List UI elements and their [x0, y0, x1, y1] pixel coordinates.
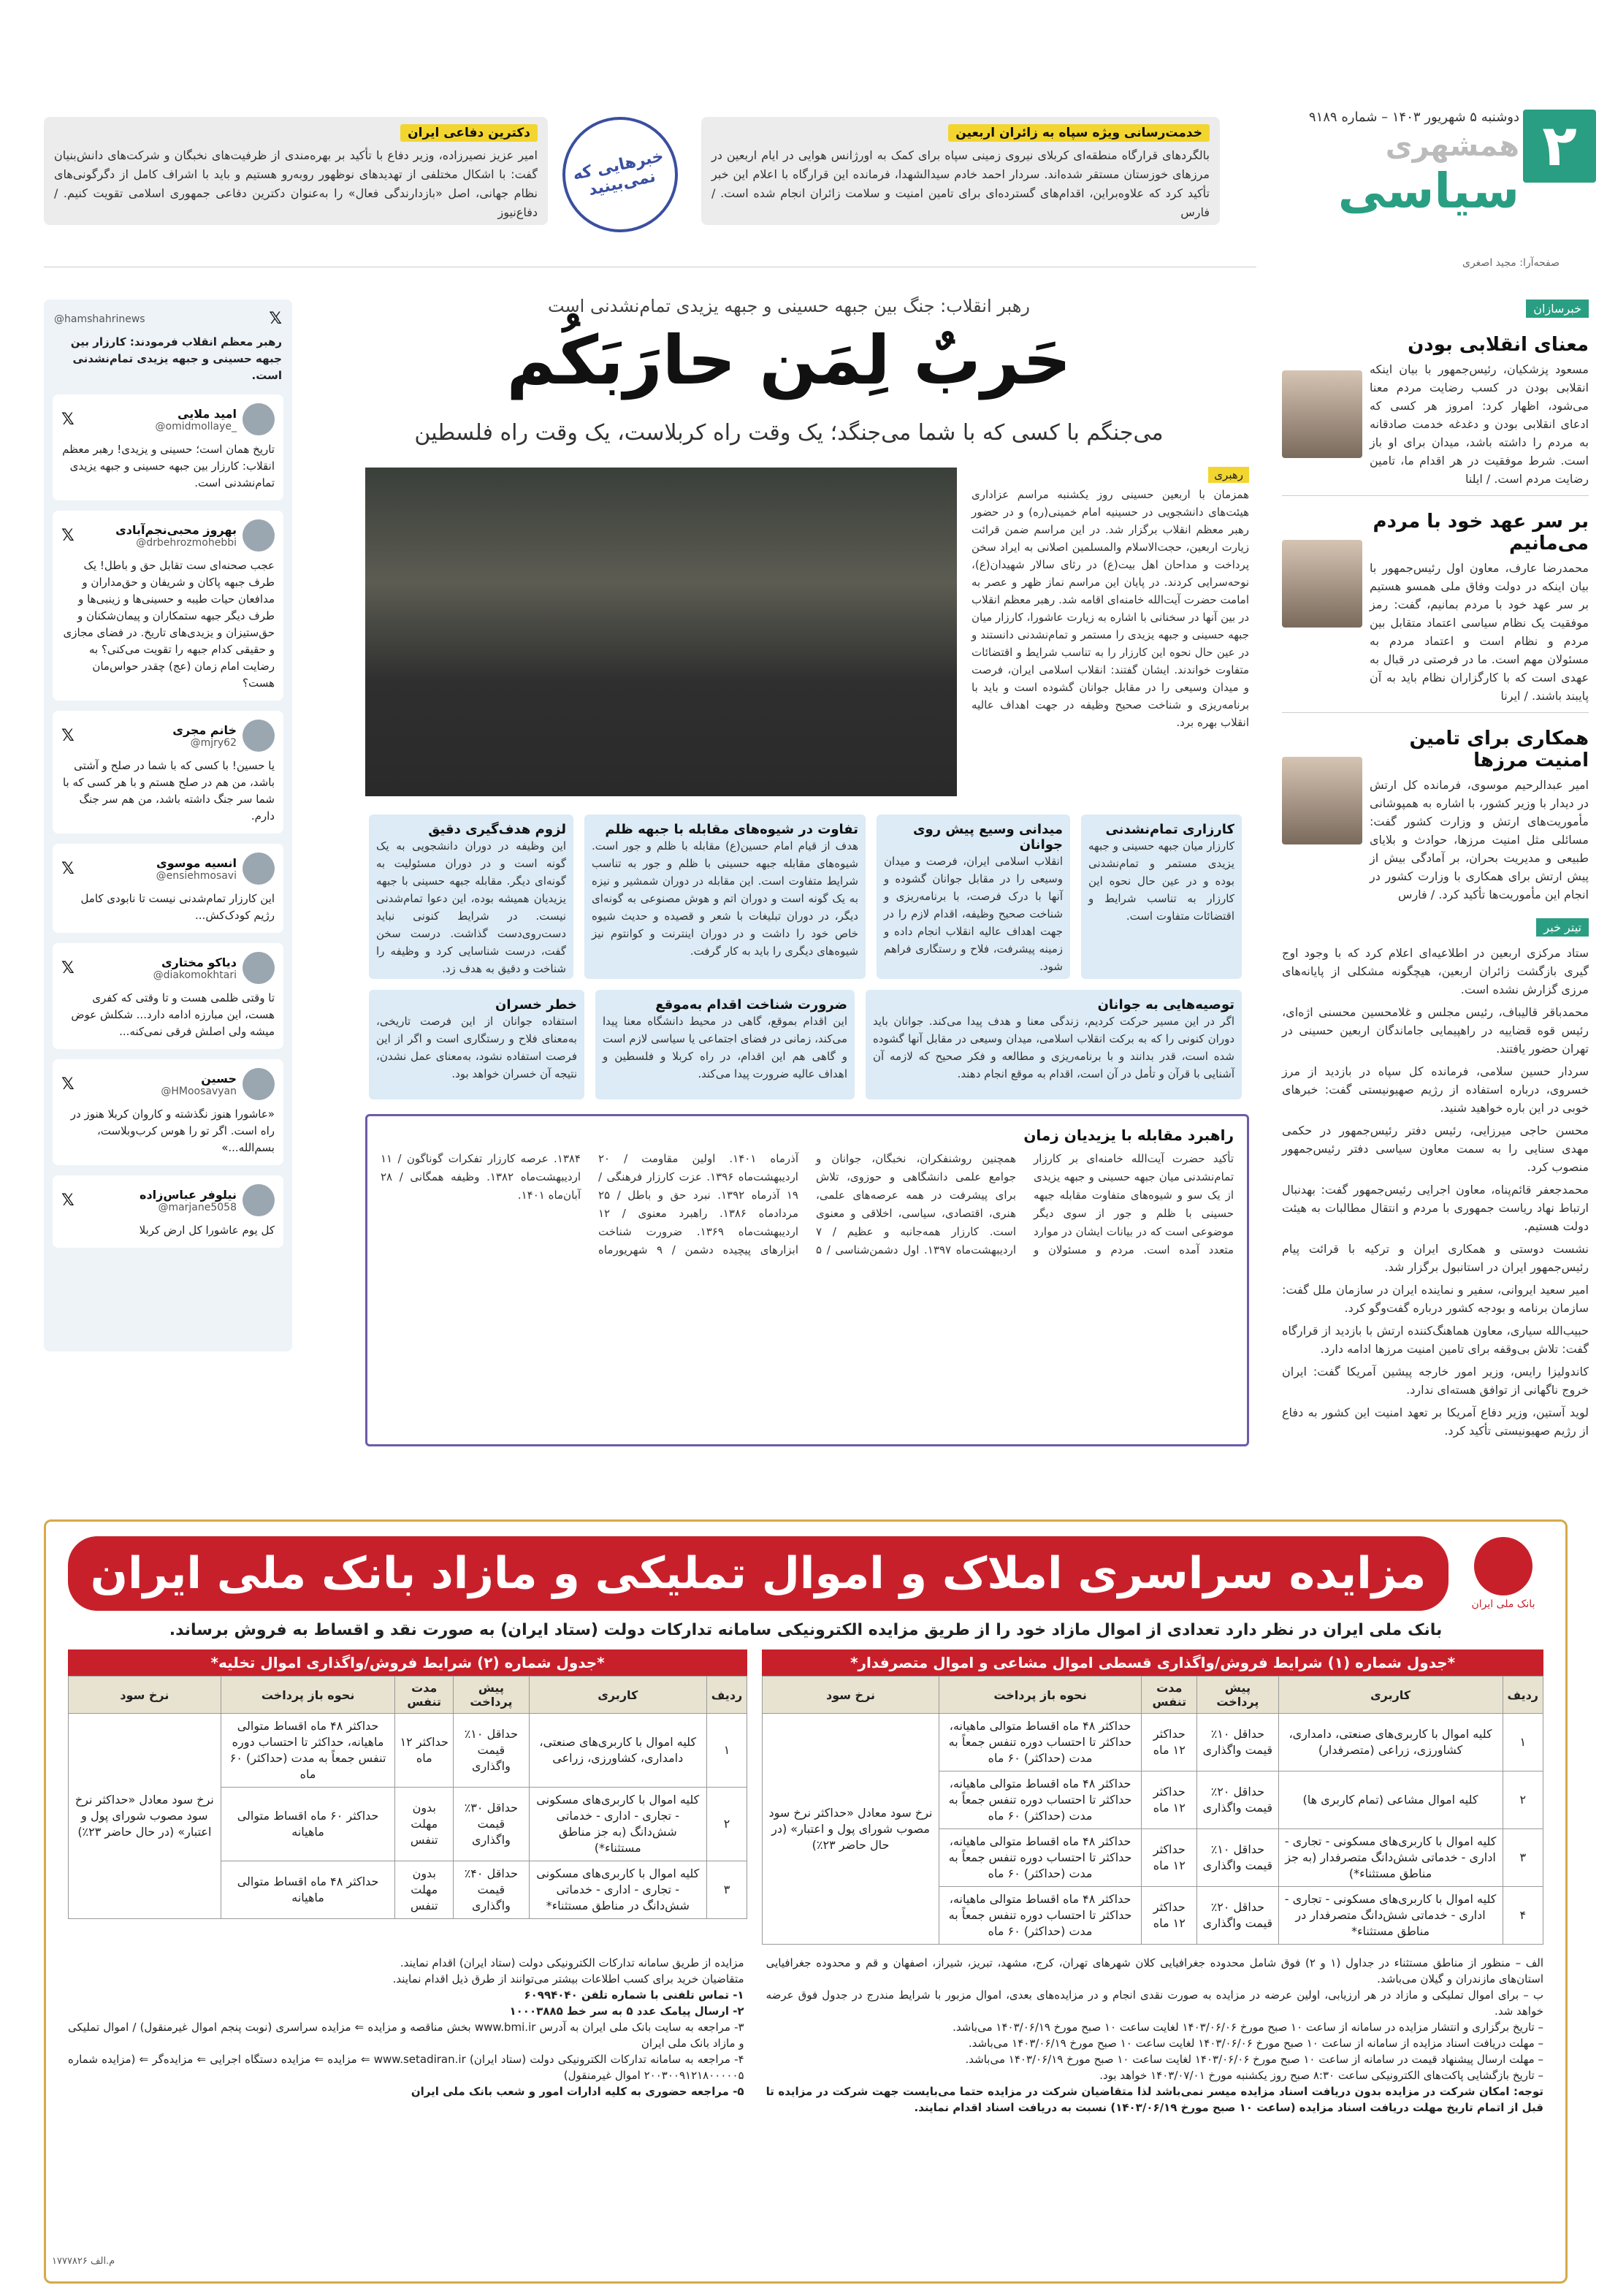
- ad-note: ۵- مراجعه حضوری به کلیه ادارات امور و شعب بانک ملی ایران: [411, 2085, 744, 2098]
- tweet-card[interactable]: [53, 1175, 283, 1248]
- x-logo-icon: 𝕏: [61, 726, 75, 745]
- ad-intro: بانک ملی ایران در نظر دارد تعدادی از اموال مازاد خود را از طریق مزایده الکترونیکی سامانه تدارکات دولت (ستاد ایران) به صورت نقد و اقساط به فروش برساند.: [169, 1621, 1443, 1639]
- article-tag: رهبری: [1208, 467, 1249, 483]
- x-logo-icon: 𝕏: [61, 526, 75, 545]
- quote-box: [877, 815, 1070, 979]
- table-caption: *جدول شماره (۲) شرایط فروش/واگذاری اموال تخلیه*: [68, 1649, 747, 1676]
- table-1: [762, 1649, 1543, 1945]
- brief-item: محمدباقر قالیباف، رئیس مجلس و غلامحسین محسنی اژه‌ای، رئیس قوه قضاییه در راهپیمایی جاماندگان اربعین حسینی در تهران حضور یافتند.: [1282, 1005, 1589, 1056]
- sales-table-1: [762, 1676, 1543, 1945]
- avatar: [243, 853, 275, 885]
- article-subhead: می‌جنگم با کسی که با شما می‌جنگد؛ یک وقت راه کربلاست، یک وقت راه فلسطین: [414, 420, 1164, 446]
- editor-credit: صفحه‌آرا: مجید اصغری: [1462, 257, 1560, 269]
- tweet-handle: @HMoosavyan: [161, 1085, 237, 1097]
- sidebar-item: [1282, 503, 1589, 705]
- tweet-handle: @mjry62: [190, 736, 237, 749]
- tweet-text: این کارزار تمام‌شدنی نیست تا نابودی کامل رژیم کودک‌کش...: [80, 892, 275, 922]
- tweet-header: [44, 300, 292, 384]
- sidebar-label: خبرسازان: [1526, 300, 1589, 318]
- table-row: ۲ کلیه اموال مشاعی (تمام کاربری ها) حداقل ۲۰٪ قیمت واگذاری حداکثر ۱۲ ماه حداکثر ۴۸ ماه اقساط متوالی ماهیانه، حداکثر تا احتساب دوره تنفس جمعاً به مدت (حداکثر) ۶۰ ماه: [763, 1771, 1543, 1829]
- tweet-author: خانم مجری: [172, 722, 237, 737]
- analysis-text: تأکید حضرت آیت‌الله خامنه‌ای بر کارزار تمام‌نشدنی میان جبهه حسینی و جبهه یزیدی از یک سو و شیوه‌های متفاوت مقابله جبهه حسینی با ظلم و جور از سوی دیگر موضوعی است که در بیانات ایشان در موارد متعدد آمده است. مردم و مسئولان و همچنین روشنفکران، نخبگان، جوانان و جوامع علمی دانشگاهی و حوزوی، تلاش برای پیشرفت در همه عرصه‌های علمی، هنری، اقتصادی، سیاسی، اخلاقی و معنوی است. کارزار همه‌جانبه و عظیم / ۷ اردیبهشت‌ماه ۱۳۹۷. اول دشمن‌شناسی / ۵ آذرماه ۱۴۰۱. اولین مقاومت / ۲۰ اردیبهشت‌ماه ۱۳۹۶. عزت کارزار فرهنگی / ۱۹ آذرماه ۱۳۹۲. نبرد حق و باطل / ۲۵ مردادماه ۱۳۸۶. راهبرد معنوی / ۱۲ اردیبهشت‌ماه ۱۳۶۹. ضرورت شناخت ابزارهای پیچیده دشمن / ۹ شهریورماه ۱۳۸۴. عرصه کارزار تفکرات گوناگون / ۱۱ اردیبهشت‌ماه ۱۳۸۲. وظیفه همگانی / ۲۸ آبان‌ماه ۱۴۰۱.: [381, 1152, 1234, 1256]
- ad-note: – مهلت ارسال پیشنهاد قیمت در سامانه از ساعت ۱۰ صبح مورخ ۱۴۰۳/۰۶/۰۶ لغایت ساعت ۱۰ صبح مورخ ۱۴۰۳/۰۶/۱۹ می‌باشد.: [965, 2053, 1543, 2066]
- quote-text: کارزار میان جبهه حسینی و جبهه یزیدی مستمر و تمام‌نشدنی بوده و در عین حال نحوه این کارزار به تناسب شرایط و اقتضائات متفاوت است.: [1088, 839, 1234, 923]
- quote-text: هدف از قیام امام حسین(ع) مقابله با ظلم و جور است. شیوه‌های مقابله جبهه حسینی با ظلم و جور به تناسب شرایط متفاوت است. این مقابله در دوران شمشیر و نیزه به یک گونه است و دوران اتم و هوش مصنوعی به گونه‌ای دیگر، در دوران تبلیغات با شعر و قصیده و حدیث شیوه خاص خود را داشت و در دوران اینترنت و کوانتوم نیز شیوه‌های دیگری را باید به کار گرفت.: [592, 839, 858, 958]
- x-logo-icon: 𝕏: [269, 310, 282, 328]
- table-row: ۱ کلیه اموال با کاربری‌های صنعتی، دامداری، کشاورزی، زراعی (متصرفدار) حداقل ۱۰٪ قیمت واگذاری حداکثر ۱۲ ماه حداکثر ۴۸ ماه اقساط متوالی ماهیانه، حداکثر تا احتساب دوره تنفس جمعاً به مدت (حداکثر) ۶۰ ماه نرخ سود معادل «حداکثر نرخ سود مصوب شورای پول و اعتبار» (در حال حاضر ۲۳٪): [763, 1714, 1543, 1771]
- sidebar-item-title: همکاری برای تامین امنیت مرزها: [1409, 728, 1589, 771]
- quote-box: [866, 990, 1242, 1099]
- account-handle[interactable]: @hamshahrinews: [54, 313, 145, 325]
- divider: [1282, 495, 1589, 496]
- avatar: [243, 1068, 275, 1100]
- quote-text: این اقدام بموقع، گاهی در محیط دانشگاه معنا پیدا می‌کند، زمانی در فضای اجتماعی یا سیاسی لازم است و گاهی هم این اقدام، در راه کربلا و فلسطین و اهداف عالیه ضرورت پیدا می‌کند.: [603, 1015, 847, 1080]
- col-header: نحوه باز پرداخت: [221, 1677, 395, 1714]
- table-row: ۳ کلیه اموال با کاربری‌های مسکونی - تجاری - اداری - خدماتی شش‌دانگ متصرفدار (به جز مناطق مستثناء*) حداقل ۱۰٪ قیمت واگذاری حداکثر ۱۲ ماه حداکثر ۴۸ ماه اقساط متوالی ماهیانه، حداکثر تا احتساب دوره تنفس جمعاً به مدت (حداکثر) ۶۰ ماه: [763, 1829, 1543, 1887]
- sidebar-item-title: بر سر عهد خود با مردم می‌مانیم: [1373, 511, 1589, 554]
- article-lead: [972, 468, 1249, 731]
- bank-logo-text: بانک ملی ایران: [1471, 1598, 1535, 1610]
- stamp-text: خبرهایی که نمی‌بینید: [570, 147, 665, 200]
- quote-text: اگر در این مسیر حرکت کردیم، زندگی معنا و هدف پیدا می‌کند. جوانان باید دوران کنونی را که به برکت انقلاب اسلامی، میدان وسیعی در مقابل آنها گشوده شده است، قدر بدانند و با برنامه‌ریزی و مطالعه و فکر صحیح که لازمه آن آشنایی با قرآن و تأمل در آن است، اقدام به موقع انجام دهند.: [873, 1015, 1234, 1080]
- tweet-handle: @drbehrozmohebbi: [136, 536, 237, 549]
- quote-title: لزوم هدف‌گیری دقیق: [428, 822, 566, 837]
- x-logo-icon: 𝕏: [61, 859, 75, 878]
- masthead: [1286, 110, 1519, 219]
- tweet-card[interactable]: [53, 1059, 283, 1165]
- article-lead-text: همزمان با اربعین حسینی روز یکشنبه مراسم عزاداری هیئت‌های دانشجویی در حسینیه امام خمینی(ره) و در حضور رهبر معظم انقلاب برگزار شد. در این مراسم ضمن قرائت زیارت اربعین، حجت‌الاسلام والمسلمین اصلانی به ایراد سخن پرداخت و مداحان اهل بیت(ع) در رثای سالار شهیدان(ع)، نوحه‌سرایی کردند. در پایان این مراسم نماز ظهر و عصر به امامت حضرت آیت‌الله خامنه‌ای اقامه شد. رهبر معظم انقلاب در بین آنها در سخنانی با اشاره به زیارت عاشورا، کارزار میان جبهه حسینی و جبهه یزیدی را مستمر و تمام‌نشدنی دانستند و در عین حال نحوه این کارزار را به تناسب شرایط و اقتضائات متفاوت خواندند. ایشان گفتند: انقلاب اسلامی ایران، فرصت و میدان وسیعی را در مقابل جوانان گشوده است و باید با برنامه‌ریزی و شناخت صحیح وظیفه در جهت اهداف عالیه انقلاب بهره برد.: [972, 488, 1249, 729]
- tweet-card[interactable]: [53, 711, 283, 834]
- tweet-card[interactable]: [53, 943, 283, 1049]
- ad-note: ۱- تماس تلفنی با شماره تلفن ۶۰۹۹۴۰۴۰: [524, 1988, 744, 2002]
- top-news-left: [44, 117, 548, 225]
- tweet-author: امید ملایی: [178, 406, 237, 421]
- news-text: امیر عزیز نصیرزاده، وزیر دفاع با تأکید بر بهره‌مندی از ظرفیت‌های نخبگان و شرکت‌های دانش‌بنیان گفت: با اشکال مختلفی از تهدیدهای نوظهور روبه‌رو هستیم و باید با اشراف کامل از دگرگونی‌های نظام جهانی، اصل «بازدارندگی فعال» را به‌عنوان دکترین دفاعی جمهوری اسلامی تقویت کنیم. / دفاع‌نیوز: [54, 148, 538, 219]
- quote-box: [369, 990, 584, 1099]
- news-tag: خدمت‌رسانی ویژه سپاه به زائران اربعین: [948, 124, 1210, 142]
- ad-note: الف – منظور از مناطق مستثناء در جداول (۱ و ۲) فوق شامل محدوده جغرافیایی کلان شهرهای تهران، کرج، مشهد، تبریز، شیراز، اصفهان و قم و محدوده جغرافیایی استان‌های مازندران و گیلان می‌باشد.: [766, 1956, 1544, 1986]
- ad-note: ۴- مراجعه به سامانه تدارکات الکترونیکی دولت (ستاد ایران) www.setadiran.ir ⇐ مزایده ⇐ مزایده دستگاه اجرایی ⇐ مزایده‌گر ⇐ (مزایده شماره ۲۰۰۳۰۰۹۱۲۱۸۰۰۰۰۰۵ اموال غیرمنقول): [68, 2053, 744, 2082]
- tweet-handle: @ensiehmosavi: [156, 869, 237, 882]
- avatar: [243, 952, 275, 984]
- tweet-author: دیاکو مختاری: [161, 955, 237, 969]
- tweet-card[interactable]: [53, 511, 283, 701]
- leader-photo: [365, 468, 957, 796]
- top-news-right: [701, 117, 1220, 225]
- tweet-column: [44, 300, 292, 1351]
- ad-note: – تاریخ بازگشایی پاکت‌های الکترونیکی ساعت ۸:۳۰ صبح روز یکشنبه مورخ ۱۴۰۳/۰۷/۰۱ خواهد بود.: [1099, 2069, 1543, 2082]
- x-logo-icon: 𝕏: [61, 1191, 75, 1210]
- col-header: پیش پرداخت: [1197, 1677, 1278, 1714]
- issue-date: دوشنبه ۵ شهریور ۱۴۰۳ – شماره ۹۱۸۹: [1308, 110, 1519, 125]
- col-header: نرخ سود: [763, 1677, 939, 1714]
- interest-rate: نرخ سود معادل «حداکثر نرخ سود مصوب شورای پول و اعتبار» (در حال حاضر ۲۳٪): [69, 1714, 221, 1919]
- brief-item: سردار حسین سلامی، فرمانده کل سپاه در بازدید از مرز خسروی، درباره استفاده از رژیم صهیونیستی گفت: خبرهای خوبی در این باره خواهید شنید.: [1282, 1064, 1589, 1115]
- bank-logo: [1463, 1537, 1543, 1610]
- ad-note: مزایده از طریق سامانه تدارکات الکترونیکی دولت (ستاد ایران) اقدام نمایند.: [400, 1956, 744, 1969]
- quote-title: میدانی وسیع پیش روی جوانان: [913, 822, 1063, 853]
- sidebar-item-text: محمدرضا عارف، معاون اول رئیس‌جمهور با بیان اینکه در دولت وفاق ملی همسو هستیم بر سر عهد خود با مردم بمانیم، گفت: رمز موفقیت یک نظام سیاسی اعتماد متقابل بین مردم و نظام است و اعتماد مردم به مسئولان مهم است. ما در فرصتی در قبال به عهدی است که با کارگزاران نظام باید به آن پایبند باشند. / ایرنا: [1370, 561, 1589, 703]
- quote-title: تفاوت در شیوه‌های مقابله با جبهه ظلم: [605, 822, 858, 837]
- person-photo: [1282, 757, 1362, 844]
- quote-title: توصیه‌هایی به جوانان: [1097, 997, 1234, 1012]
- avatar: [243, 403, 275, 435]
- person-photo: [1282, 370, 1362, 458]
- sidebar-item-text: امیر عبدالرحیم موسوی، فرمانده کل ارتش در دیدار با وزیر کشور، با اشاره به همپوشانی مأموریت‌های ارتش و وزارت کشور گفت: مسائلی مثل امنیت مرزها، حوادث و بلایای طبیعی و مدیریت بحران، بر آمادگی بیش از پیش ارتش برای همکاری با وزارت کشور در انجام این مأموریت‌ها تأکید کرد. / فارس: [1370, 778, 1589, 901]
- col-header: نحوه باز پرداخت: [939, 1677, 1142, 1714]
- ad-note: متقاضیان خرید برای کسب اطلاعات بیشتر می‌توانند از طرق ذیل اقدام نمایند.: [392, 1972, 744, 1986]
- quote-box: [1081, 815, 1242, 979]
- auction-ad: [44, 1519, 1568, 2284]
- tweet-text: یا حسین! با کسی که با شما در صلح و آشتی باشد، من هم در صلح هستم و با هر کسی که با شما سر جنگ داشته باشد، من هم سر جنگ دارم.: [62, 759, 275, 823]
- tweet-card[interactable]: [53, 844, 283, 933]
- table-row: ۴ کلیه اموال با کاربری‌های مسکونی - تجاری - اداری - خدماتی شش‌دانگ متصرفدار در مناطق مستثناء* حداقل ۲۰٪ قیمت واگذاری حداکثر ۱۲ ماه حداکثر ۴۸ ماه اقساط متوالی ماهیانه، حداکثر تا احتساب دوره تنفس جمعاً به مدت (حداکثر) ۶۰ ماه: [763, 1887, 1543, 1945]
- avatar: [243, 720, 275, 752]
- person-photo: [1282, 540, 1362, 628]
- quote-box: [595, 990, 855, 1099]
- interest-rate: نرخ سود معادل «حداکثر نرخ سود مصوب شورای پول و اعتبار» (در حال حاضر ۲۳٪): [763, 1714, 939, 1945]
- ad-code: م.الف ۱۷۷۷۸۲۶: [52, 2256, 115, 2267]
- quote-text: استفاده جوانان از این فرصت تاریخی، به‌معنای فلاح و رستگاری است و اگر از این فرصت استفاده نشود، به‌معنای عمل نشدن، نتیجه آن خسران خواهد بود.: [376, 1015, 577, 1080]
- col-header: مدت تنفس: [1142, 1677, 1197, 1714]
- brief-item: امیر سعید ایروانی، سفیر و نماینده ایران در سازمان ملل گفت: سازمان برنامه و بودجه کشور درباره گفت‌وگو کرد.: [1282, 1283, 1589, 1315]
- sidebar-item-title: معنای انقلابی بودن: [1408, 334, 1589, 356]
- col-header: نرخ سود: [69, 1677, 221, 1714]
- section-title: سیاسی: [1337, 163, 1519, 219]
- ad-banner: مزایده سراسری املاک و اموال تملیکی و مازاد بانک ملی ایران: [68, 1536, 1448, 1611]
- news-text: بالگردهای قرارگاه منطقه‌ای کربلای نیروی زمینی سپاه برای کمک به اورژانس هوایی در ایام اربعین در مرزهای خوزستان مستقر شده‌اند. سردار احمد خادم سیدالشهدا، فرمانده این قرارگاه با اعلام این خبر تأکید کرد که علاوه‌براین، اقدام‌های گسترده‌ای برای تامین امنیت و سلامت زائران انجام شده است. / فارس: [711, 148, 1210, 219]
- tweet-handle: @diakomokhtari: [153, 969, 237, 981]
- tweet-author: انسیه موسوی: [156, 855, 237, 870]
- col-header: کاربری: [1278, 1677, 1503, 1714]
- ad-note: ب – برای اموال تملیکی و مازاد در هر ارزیابی، اولین عرضه در مزایده به صورت نقدی انجام و در مزایده‌های بعدی، اموال مزبور با شرایط مندرج در جدول فوق عرضه خواهد شد.: [766, 1988, 1543, 2018]
- brief-item: ستاد مرکزی اربعین در اطلاعیه‌ای اعلام کرد که با وجود اوج گیری بازگشت زائران اربعین، هیچگونه مشکلی از پایانه‌های مرزی گزارش نشده است.: [1282, 946, 1589, 996]
- analysis-title: راهبرد مقابله با یزیدیان زمان: [1023, 1126, 1234, 1144]
- quote-box: [369, 815, 573, 979]
- col-header: کاربری: [529, 1677, 706, 1714]
- paper-logo: همشهری: [1385, 129, 1519, 163]
- sidebar-item-text: مسعود پزشکیان، رئیس‌جمهور با بیان اینکه انقلابی بودن در کسب رضایت مردم معنا می‌شود، اظهار کرد: امروز هر کسی که ادعای انقلابی بودن و دغدغه خدمت صادقانه به مردم را داشته باشد، میدان برای او باز است. شرط موفقیت در هر اقدام ما، تامین رضایت مردم است. / ایلنا: [1370, 362, 1589, 486]
- table-row: ۱ کلیه اموال با کاربری‌های صنعتی، دامداری، کشاورزی، زراعی حداقل ۱۰٪ قیمت واگذاری حداکثر ۱۲ ماه حداکثر ۴۸ ماه اقساط متوالی ماهیانه، حداکثر تا احتساب دوره تنفس جمعاً به مدت (حداکثر) ۶۰ ماه نرخ سود معادل «حداکثر نرخ سود مصوب شورای پول و اعتبار» (در حال حاضر ۲۳٪): [69, 1714, 747, 1788]
- ad-notes-left: [68, 1955, 744, 2116]
- brief-item: حبیب‌الله سیاری، معاون هماهنگ‌کننده ارتش با بازدید از قرارگاه گفت: تلاش بی‌وقفه برای تامین امنیت مرزها ادامه دارد.: [1282, 1324, 1589, 1356]
- tweet-text: عجب صحنه‌ای ست تقابل حق و باطل! یک طرف جبهه پاکان و شریفان و حق‌مداران و مدافعان حیات طیبه و حسینی‌ها و زینبی‌ها و طرف دیگر جبهه ستمکاران و پیمان‌شکنان و حق‌ستیزان و یزیدی‌های تاریخ. در فضای مجازی و حقیقی کدام جبهه را تقویت می‌کنی؟ به رضایت امام زمان (عج) چقدر حواس‌مان هست؟: [63, 559, 275, 690]
- tweet-handle: @omidmollaye_: [155, 420, 237, 432]
- ad-note: – مهلت دریافت اسناد مزایده از سامانه از ساعت ۱۰ صبح مورخ ۱۴۰۳/۰۶/۰۶ لغایت ساعت ۱۰ صبح مورخ ۱۴۰۳/۰۶/۱۹ می‌باشد.: [968, 2037, 1543, 2050]
- tweet-author: بهروز محبی‌نجم‌آبادی: [115, 522, 237, 537]
- page-number: ۲: [1523, 110, 1596, 183]
- ad-note: – تاریخ برگزاری و انتشار مزایده در سامانه از ساعت ۱۰ صبح مورخ ۱۴۰۳/۰۶/۰۶ لغایت ساعت ۱۰ صبح مورخ ۱۴۰۳/۰۶/۱۹ می‌باشد.: [953, 2021, 1543, 2034]
- x-logo-icon: 𝕏: [61, 1075, 75, 1094]
- quote-title: ضرورت شناخت اقدام به‌موقع: [655, 997, 847, 1012]
- tweet-author: حسین: [201, 1071, 237, 1086]
- quote-title: خطر خسران: [495, 997, 577, 1012]
- col-header: ردیف: [1503, 1677, 1543, 1714]
- brief-item: محسن حاجی میرزایی، رئیس دفتر رئیس‌جمهور در حکمی مهدی سنایی را به سمت معاون سیاسی دفتر رئیس‌جمهور منصوب کرد.: [1282, 1124, 1589, 1174]
- quote-title: کارزاری تمام‌نشدنی: [1105, 822, 1234, 837]
- ad-note: ۲- ارسال پیامک عدد ۵ به سر خط ۱۰۰۰۳۸۸۵: [509, 2005, 744, 2018]
- ad-note: ۳- مراجعه به سایت بانک ملی ایران به آدرس www.bmi.ir بخش مناقصه و مزایده ⇐ مزایده سراسری (نوبت پنجم اموال غیرمنقول) / اموال تملیکی و مازاد بانک ملی ایران: [68, 2021, 744, 2050]
- news-tag: دکترین دفاعی ایران: [400, 124, 538, 142]
- tweet-card[interactable]: [53, 394, 283, 500]
- col-header: ردیف: [706, 1677, 747, 1714]
- tweet-author: نیلوفر عباس‌زاده: [140, 1187, 237, 1202]
- briefs-list: [1282, 944, 1589, 1440]
- table-row: ۳ کلیه اموال با کاربری‌های مسکونی - تجاری - اداری - خدماتی شش‌دانگ در مناطق مستثناء* حداقل ۴۰٪ قیمت واگذاری بدون مهلت تنفس حداکثر ۴۸ ماه اقساط متوالی ماهیانه: [69, 1861, 747, 1919]
- brief-item: نشست دوستی و همکاری ایران و ترکیه با قرائت پیام رئیس‌جمهور ایران در استانبول برگزار شد.: [1282, 1242, 1589, 1274]
- avatar: [243, 1184, 275, 1216]
- sales-table-2: [68, 1676, 747, 1919]
- sidebar-item: [1282, 720, 1589, 904]
- brief-item: کاندولیزا رایس، وزیر امور خارجه پیشین آمریکا گفت: ایران خروج ناگهانی از توافق هسته‌ای ندارد.: [1282, 1365, 1589, 1397]
- tweet-text: تا وقتی ظلمی هست و تا وقتی که کفری هست، این مبارزه ادامه دارد... شکلش عوض میشه ولی اصلش فرقی نمی‌کنه...: [71, 991, 275, 1038]
- ad-notes-right: [766, 1955, 1543, 2116]
- ad-note: توجه: امکان شرکت در مزایده بدون دریافت اسناد مزایده میسر نمی‌باشد لذا متقاضیان شرکت در مزایده حتما می‌بایست جهت شرکت در مزایده تا قبل از اتمام تاریخ مهلت دریافت اسناد مزایده (ساعت ۱۰ صبح مورخ ۱۴۰۳/۰۶/۱۹) نسبت به دریافت اسناد اقدام نمایند.: [766, 2085, 1543, 2114]
- brief-item: لوید آستین، وزیر دفاع آمریکا بر تعهد امنیت این کشور به دفاع از رژیم صهیونیستی تأکید کرد.: [1282, 1406, 1589, 1438]
- quote-box: [584, 815, 866, 979]
- col-header: مدت تنفس: [395, 1677, 454, 1714]
- table-2: [68, 1649, 747, 1945]
- tweet-text: تاریخ همان است؛ حسینی و یزیدی! رهبر معظم انقلاب: کارزار بین جبهه حسینی و جبهه یزیدی تمام‌نشدنی است.: [62, 443, 275, 489]
- article-headline: حَربٌ لِمَن حارَبَکُم: [506, 321, 1072, 400]
- table-row: ۲ کلیه اموال با کاربری‌های مسکونی - تجاری - اداری - خدماتی شش‌دانگ (به جز مناطق مستثناء*) حداقل ۳۰٪ قیمت واگذاری بدون مهلت تنفس حداکثر ۶۰ ماه اقساط متوالی ماهیانه: [69, 1788, 747, 1861]
- table-caption: *جدول شماره (۱) شرایط فروش/واگذاری قسطی اموال مشاعی و اموال متصرفدار*: [762, 1649, 1543, 1676]
- divider: [1282, 712, 1589, 713]
- quote-text: این وظیفه در دوران دانشجویی به یک گونه است و در دوران مسئولیت به گونه‌ای دیگر. مقابله جبهه حسینی با جبهه یزیدیان همیشه بوده، این دعوا تمام‌شدنی نیست. در شرایط کنونی نباید دست‌روی‌دست گذاشت. درست سخن گفت، درست شناسایی کرد و وظیفه را شناخت و دقیق به هدف زد.: [376, 839, 566, 975]
- x-logo-icon: 𝕏: [61, 958, 75, 977]
- tweet-text: کل یوم عاشورا کل ارض کربلا: [139, 1224, 275, 1237]
- tweet-text: «عاشورا هنوز نگذشته و کاروان کربلا هنوز در راه است. اگر تو را هوس کرب‌وبلاست، بسم‌الله...»: [70, 1107, 275, 1154]
- avatar: [243, 519, 275, 552]
- stamp-logo: [551, 106, 688, 243]
- briefs-label: تیتر خبر: [1536, 918, 1589, 937]
- article-kicker: رهبر انقلاب: جنگ بین جبهه حسینی و جبهه یزیدی تمام‌نشدنی است: [547, 296, 1031, 316]
- x-logo-icon: 𝕏: [61, 410, 75, 429]
- sidebar-item: [1282, 327, 1589, 488]
- tweet-handle: @marjane5058: [158, 1201, 237, 1213]
- tweet-header-text: رهبر معظم انقلاب فرمودند: کارزار بین جبهه حسینی و جبهه یزیدی تمام‌نشدنی است.: [70, 335, 282, 382]
- brief-item: محمدجعفر قائم‌پناه، معاون اجرایی رئیس‌جمهور گفت: بهدنبال ارتباط نهاد ریاست جمهوری با مردم و انتقال مطالبات به هیئت دولت هستیم.: [1282, 1183, 1589, 1233]
- analysis-box: [365, 1114, 1249, 1446]
- quote-text: انقلاب اسلامی ایران، فرصت و میدان وسیعی را در مقابل جوانان گشوده و آنها با درک فرصت، با برنامه‌ریزی و شناخت صحیح وظیفه، اقدام لازم را در جهت اهداف عالیه انقلاب انجام داده و زمینه پیشرفت، فلاح و رستگاری فراهم شود.: [884, 855, 1063, 973]
- col-header: پیش پرداخت: [454, 1677, 530, 1714]
- sidebar: [1282, 300, 1589, 1444]
